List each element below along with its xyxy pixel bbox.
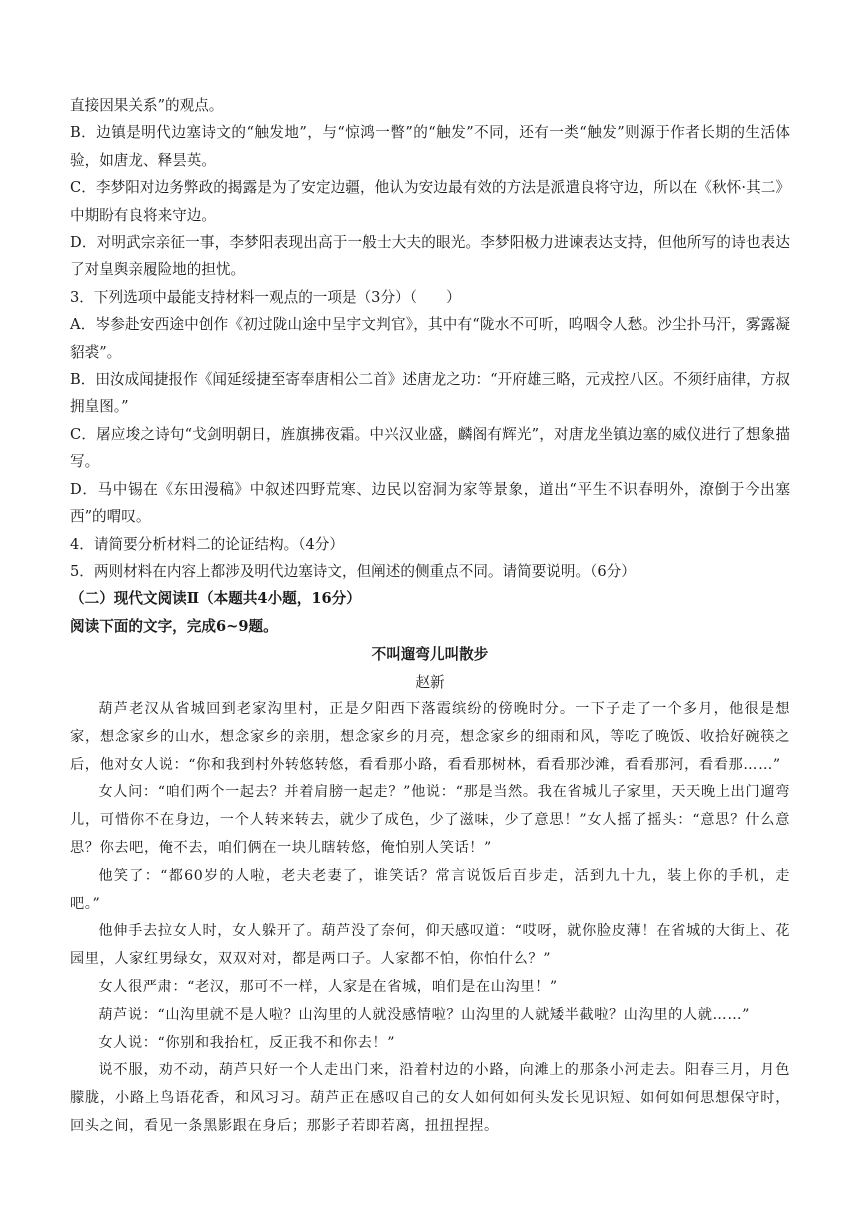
q4: 4．请简要分析材料二的论证结构。（4分） <box>70 535 344 553</box>
story-title: 不叫遛弯儿叫散步 <box>371 646 489 664</box>
q2-option-a-tail: 直接因果关系”的观点。 <box>70 97 224 114</box>
story-author: 赵新 <box>415 673 445 691</box>
q2-option-b: B．边镇是明代边塞诗文的“触发地”，与“惊鸿一瞥”的“触发”不同，还有一类“触发”则源于作者长期的生活体验，如唐龙、释昙英。 <box>70 124 790 169</box>
story-paragraph: 他伸手去拉女人时，女人躲开了。葫芦没了奈何，仰天感叹道：“哎呀，就你脸皮薄！在省城的大街上、花园里，人家红男绿女，双双对对，都是两口子。人家都不怕，你怕什么？” <box>70 923 790 968</box>
q2-option-d: D．对明武宗亲征一事，李梦阳表现出高于一般士大夫的眼光。李梦阳极力进谏表达支持，但他所写的诗也表达了对皇舆亲履险地的担忧。 <box>70 234 790 279</box>
story-paragraph: 女人很严肃：“老汉，那可不一样，人家是在省城，咱们是在山沟里！” <box>98 978 558 995</box>
q3-option-d: D．马中锡在《东田漫稿》中叙述四野荒寒、边民以窑洞为家等景象，道出“平生不识春明外，潦倒于今出塞西”的喟叹。 <box>70 480 790 526</box>
story-paragraph: 说不服，劝不动，葫芦只好一个人走出门来，沿着村边的小路，向滩上的那条小河走去。阳春三月，月色朦胧，小路上鸟语花香，和风习习。葫芦正在感叹自己的女人如何如何头发长见识短、如何如何思想保守时，回头之间，看见一条黑影跟在身后；那影子若即若离，扭扭捏捏。 <box>70 1062 790 1134</box>
q3-option-a: A．岑参赴安西途中创作《初过陇山途中呈宇文判官》，其中有“陇水不可听，呜咽令人愁。沙尘扑马汗，雾露凝貂裘”。 <box>70 316 790 361</box>
q5: 5．两则材料在内容上都涉及明代边塞诗文，但阐述的侧重点不同。请简要说明。（6分） <box>70 562 636 580</box>
story-paragraph: 葫芦老汉从省城回到老家沟里村，正是夕阳西下落霞缤纷的傍晚时分。一下子走了一个多月，他很是想家，想念家乡的山水，想念家乡的亲朋，想念家乡的月亮，想念家乡的细雨和风，等吃了晚饭、收拾好碗筷之后，他对女人说：“你和我到村外转悠转悠，看看那小路，看看那树林，看看那沙滩，看看那河，看看那……” <box>70 700 790 773</box>
story-paragraph: 女人问：“咱们两个一起去？并着肩膀一起走？”他说：“那是当然。我在省城儿子家里，天天晚上出门遛弯儿，可惜你不在身边，一个人转来转去，就少了成色，少了滋味，少了意思！”女人摇了摇头：“意思？什么意思？你去吧，俺不去，咱们俩在一块儿瞎转悠，俺怕别人笑话！” <box>70 784 790 856</box>
story-body <box>70 696 790 1141</box>
exam-page <box>70 92 790 1141</box>
q2-option-c: C．李梦阳对边务弊政的揭露是为了安定边疆，他认为安边最有效的方法是派遣良将守边，所以在《秋怀·其二》中期盼有良将来守边。 <box>70 179 790 224</box>
section-instruction: 阅读下面的文字，完成6~9题。 <box>70 617 278 635</box>
story-paragraph: 他笑了：“都60岁的人啦，老夫老妻了，谁笑话？常言说饭后百步走，活到九十九，装上你的手机，走吧。” <box>70 867 790 912</box>
q3-stem: 3．下列选项中最能支持材料一观点的一项是（3分）（ ） <box>70 288 461 306</box>
story-paragraph: 女人说：“你别和我抬杠，反正我不和你去！” <box>98 1034 396 1051</box>
q3-option-b: B．田汝成闻捷报作《闻延绥捷至寄奉唐相公二首》述唐龙之功：“开府雄三略，元戎控八区。不须纡庙律，方叔拥皇图。” <box>70 371 790 416</box>
story-paragraph: 葫芦说：“山沟里就不是人啦？山沟里的人就没感情啦？山沟里的人就矮半截啦？山沟里的人就……” <box>98 1006 750 1023</box>
q3-option-c: C．屠应埈之诗句“戈剑明朝日，旌旗拂夜霜。中兴汉业盛，麟阁有辉光”，对唐龙坐镇边塞的威仪进行了想象描写。 <box>70 425 790 471</box>
section-heading: （二）现代文阅读Ⅱ（本题共4小题，16分） <box>70 590 361 608</box>
